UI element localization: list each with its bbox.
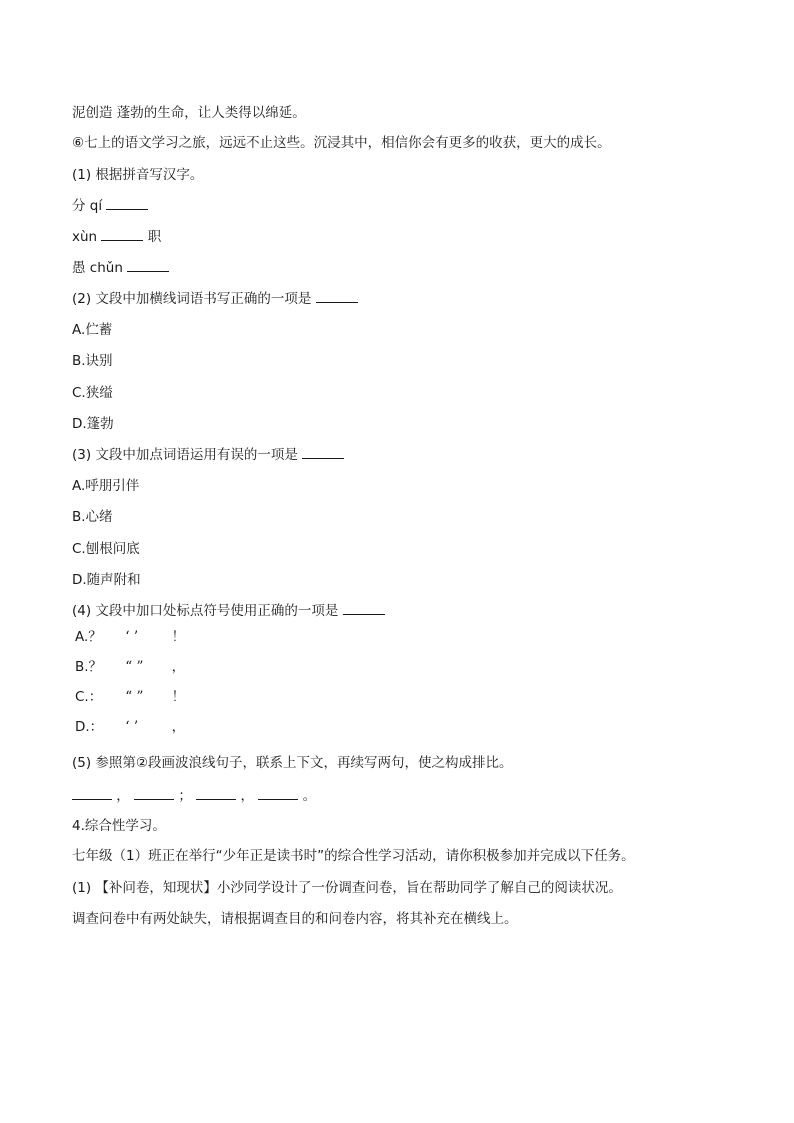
q1-item-2-blank[interactable]: [101, 228, 143, 241]
q4-prompt-text: (4) 文段中加口处标点符号使用正确的一项是: [72, 603, 339, 619]
section-4-task-1: (1) 【补问卷，知现状】小沙同学设计了一份调查问卷，旨在帮助同学了解自己的阅读状况。: [72, 880, 622, 896]
q3-option-c[interactable]: C.刨根问底: [72, 541, 140, 557]
q2-answer-blank[interactable]: [316, 290, 358, 303]
q5-sep-3: ，: [240, 788, 254, 804]
q5-end: 。: [302, 788, 317, 804]
q5-sep-2: ；: [178, 788, 192, 804]
q3-answer-blank[interactable]: [302, 446, 344, 459]
q4-option-a-mark2: ！: [171, 629, 186, 645]
q4-option-a-mark1: ‘ ’: [125, 629, 139, 645]
q4-option-b[interactable]: [75, 658, 185, 676]
q3-option-a[interactable]: A.呼朋引伴: [72, 478, 140, 494]
q4-prompt: [72, 602, 385, 620]
q1-item-3: [72, 259, 169, 277]
q4-option-d[interactable]: [75, 718, 185, 736]
q2-option-b[interactable]: B.诀别: [72, 353, 113, 369]
q5-blank-3[interactable]: [196, 787, 236, 800]
q1-item-1-pinyin: 分 qí: [72, 198, 103, 214]
q4-option-c-mark1: “ ”: [125, 689, 144, 705]
q5-prompt: (5) 参照第②段画波浪线句子，联系上下文，再续写两句，使之构成排比。: [72, 755, 513, 771]
section-4-task-1-detail: 调查问卷中有两处缺失，请根据调查目的和问卷内容，将其补充在横线上。: [72, 911, 518, 927]
q4-option-b-mark1: “ ”: [125, 659, 144, 675]
q1-item-2-pinyin: xùn: [72, 229, 98, 245]
q1-item-1: [72, 197, 148, 215]
paragraph-intro: 泥创造 蓬勃的生命，让人类得以绵延。: [72, 105, 306, 121]
q1-prompt: (1) 根据拼音写汉字。: [72, 167, 204, 183]
q1-item-2: [72, 228, 161, 246]
q5-sep-1: ，: [116, 788, 130, 804]
q3-option-b[interactable]: B.心绪: [72, 509, 113, 525]
q5-blank-2[interactable]: [134, 787, 174, 800]
q5-answer-line: [72, 787, 316, 805]
q1-item-2-suffix: 职: [147, 229, 162, 245]
q3-prompt-text: (3) 文段中加点词语运用有误的一项是: [72, 447, 298, 463]
section-4-intro: 七年级（1）班正在举行“少年正是读书时”的综合性学习活动，请你积极参加并完成以下任务。: [72, 848, 635, 864]
q3-prompt: [72, 446, 344, 464]
q4-option-c[interactable]: [75, 688, 185, 706]
q2-option-c[interactable]: C.狭缢: [72, 385, 113, 401]
q2-option-d[interactable]: D.篷勃: [72, 416, 114, 432]
q4-option-d-mark2: ，: [171, 719, 186, 735]
q4-option-d-mark1: ‘ ’: [125, 719, 139, 735]
q4-option-b-label: B.？: [75, 659, 103, 675]
q4-option-c-label: C.：: [75, 689, 103, 705]
q2-prompt-text: (2) 文段中加横线词语书写正确的一项是: [72, 291, 312, 307]
q1-item-3-pinyin: 愚 chǔn: [72, 260, 123, 276]
q1-item-3-blank[interactable]: [127, 259, 169, 272]
q4-option-d-label: D.：: [75, 719, 104, 735]
q5-blank-1[interactable]: [72, 787, 112, 800]
q4-option-c-mark2: ！: [171, 689, 186, 705]
q2-prompt: [72, 290, 358, 308]
q4-option-a-label: A.？: [75, 629, 102, 645]
q3-option-d[interactable]: D.随声附和: [72, 572, 141, 588]
q4-option-b-mark2: ，: [171, 659, 186, 675]
q1-item-1-blank[interactable]: [106, 197, 148, 210]
q5-blank-4[interactable]: [258, 787, 298, 800]
q2-option-a[interactable]: A.伫蓄: [72, 322, 113, 338]
q4-option-a[interactable]: [75, 628, 185, 646]
paragraph-6: ⑥七上的语文学习之旅，远远不止这些。沉浸其中，相信你会有更多的收获，更大的成长。: [72, 135, 611, 151]
section-4-title: 4.综合性学习。: [72, 818, 166, 834]
q4-answer-blank[interactable]: [343, 602, 385, 615]
